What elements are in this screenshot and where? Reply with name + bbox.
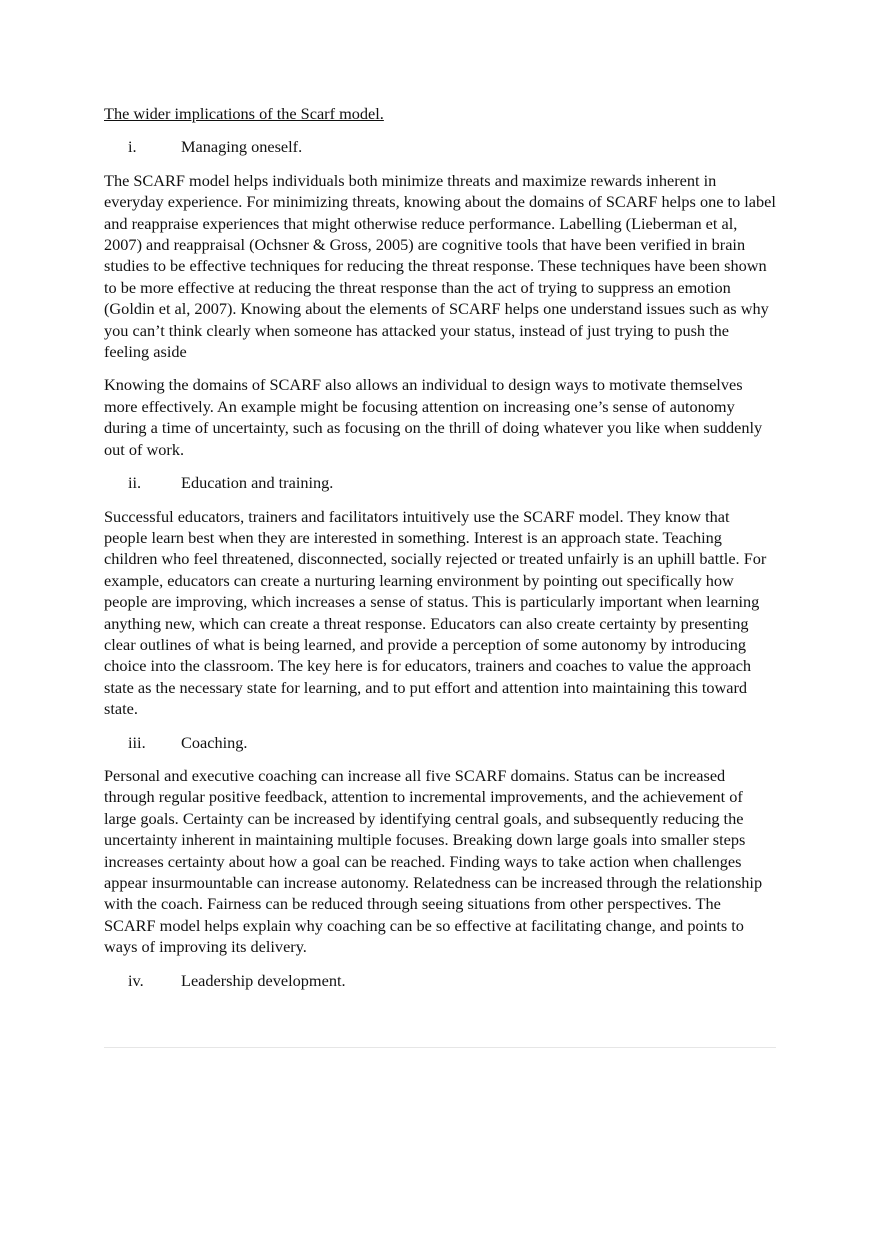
section-heading xyxy=(104,136,776,157)
document-title: The wider implications of the Scarf model. xyxy=(104,104,384,123)
paragraph: Successful educators, trainers and facilitators intuitively use the SCARF model. They know that people learn best when they are interested in something. Interest is an approach state. Teaching children who feel threatened, disconnected, socially rejected or treated unfairly is an uphill battle. For example, educators can create a nurturing learning environment by pointing out specifically how people are improving, which increases a sense of status. This is particularly important when learning anything new, which can create a threat response. Educators can also create certainty by presenting clear outlines of what is being learned, and provide a perception of some autonomy by introducing choice into the classroom. The key here is for educators, trainers and coaches to value the approach state as the necessary state for learning, and to put effort and attention into maintaining this toward state. xyxy=(104,506,767,719)
section-heading xyxy=(104,970,776,991)
footer-divider xyxy=(104,1047,776,1048)
section-heading-text: Managing oneself. xyxy=(181,137,303,157)
section-numeral: iii. xyxy=(128,732,146,752)
section-heading-text: Leadership development. xyxy=(181,970,346,990)
paragraph: The SCARF model helps individuals both minimize threats and maximize rewards inherent in everyday experience. For minimizing threats, knowing about the domains of SCARF helps one to label and reappraise experiences that might otherwise reduce performance. Labelling (Lieberman et al, 2007) and reappraisal (Ochsner & Gross, 2005) are cognitive tools that have been verified in brain studies to be effective techniques for reducing the threat response. These techniques have been shown to be more effective at reducing the threat response than the act of trying to suppress an emotion (Goldin et al, 2007). Knowing about the elements of SCARF helps one understand issues such as why you can’t think clearly when someone has attacked your status, instead of just trying to push the feeling aside xyxy=(104,170,776,362)
section-numeral: i. xyxy=(128,137,137,157)
document-page xyxy=(104,103,776,1003)
section-heading xyxy=(104,732,776,753)
section-numeral: ii. xyxy=(128,473,142,493)
section-numeral: iv. xyxy=(128,970,144,990)
paragraph: Personal and executive coaching can increase all five SCARF domains. Status can be increased through regular positive feedback, attention to incremental improvements, and the achievement of large goals. Certainty can be increased by identifying central goals, and subsequently reducing the uncertainty inherent in maintaining multiple focuses. Breaking down large goals into smaller steps increases certainty about how a goal can be reached. Finding ways to take action when challenges appear insurmountable can increase autonomy. Relatedness can be increased through the relationship with the coach. Fairness can be reduced through seeing situations from other perspectives. The SCARF model helps explain why coaching can be so effective at facilitating change, and points to ways of improving its delivery. xyxy=(104,765,763,957)
section-heading-text: Education and training. xyxy=(181,473,334,493)
section-heading-text: Coaching. xyxy=(181,732,248,752)
paragraph: Knowing the domains of SCARF also allows an individual to design ways to motivate themselves more effectively. An example might be focusing attention on increasing one’s sense of autonomy during a time of uncertainty, such as focusing on the thrill of doing whatever you like when suddenly out of work. xyxy=(104,375,763,459)
section-heading xyxy=(104,472,776,493)
